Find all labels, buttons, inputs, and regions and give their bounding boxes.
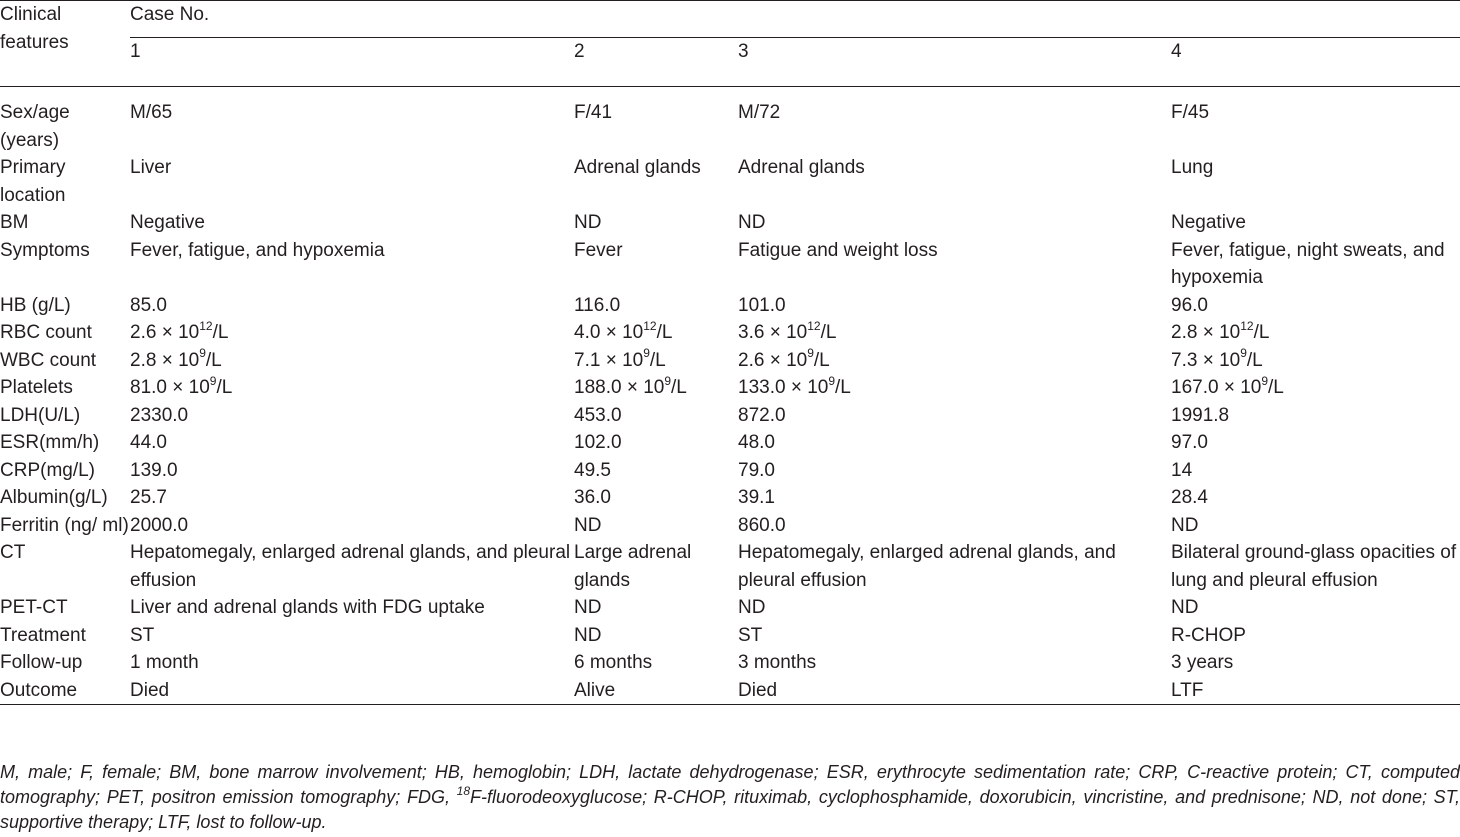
case-2-value: ND xyxy=(574,514,602,536)
value-unit: /L xyxy=(1268,377,1284,398)
table-row xyxy=(0,209,1460,237)
table-row xyxy=(0,87,1460,155)
value-unit: /L xyxy=(1246,349,1263,371)
row-feature-label: HB (g/L) xyxy=(0,294,71,316)
row-feature-label: Sex/age (years) xyxy=(0,102,70,151)
table-row xyxy=(0,512,1460,540)
value-base: 4.0 × 10 xyxy=(574,322,644,343)
case-3-value: 3 months xyxy=(738,652,817,673)
value-base: 2.8 × 10 xyxy=(130,349,200,371)
case-2-value: F/41 xyxy=(574,102,613,123)
value-exponent: 9 xyxy=(209,373,217,388)
value-exponent: 9 xyxy=(1240,346,1247,361)
value-base: 7.1 × 10 xyxy=(574,349,644,371)
value-base: 188.0 × 10 xyxy=(574,377,665,398)
case-4-value xyxy=(1171,319,1460,347)
case-2-value: ND xyxy=(574,597,602,618)
value-exponent: 9 xyxy=(199,346,206,361)
case-2-value: Fever xyxy=(574,239,623,261)
row-feature-label: LDH(U/L) xyxy=(0,404,81,426)
table-row xyxy=(0,594,1460,622)
case-number-4: 4 xyxy=(1171,41,1182,62)
case-4-value: 96.0 xyxy=(1171,294,1208,316)
case-3-value: 860.0 xyxy=(738,514,786,536)
case-4-value: ND xyxy=(1171,514,1199,536)
row-feature-label: ESR(mm/h) xyxy=(0,432,100,453)
case-1-value: Liver and adrenal glands with FDG uptake xyxy=(130,597,485,618)
row-feature-label: Symptoms xyxy=(0,239,90,261)
case-2-value: ND xyxy=(574,624,602,646)
case-4-value: Lung xyxy=(1171,157,1214,178)
case-4-value: R-CHOP xyxy=(1171,624,1246,646)
value-unit: /L xyxy=(813,349,830,371)
value-base: 133.0 × 10 xyxy=(738,377,829,398)
value-exponent: 12 xyxy=(1240,318,1254,333)
value-exponent: 9 xyxy=(1261,373,1269,388)
table-row xyxy=(0,374,1460,402)
case-4-value: LTF xyxy=(1171,679,1204,701)
case-1-value: Liver xyxy=(130,157,172,178)
value-unit: /L xyxy=(205,349,222,371)
row-feature-label: CT xyxy=(0,542,26,563)
case-1-value: 139.0 xyxy=(130,459,178,481)
table-body xyxy=(0,87,1460,705)
case-2-value xyxy=(574,347,738,375)
case-3-value xyxy=(738,347,1171,375)
case-1-value: 25.7 xyxy=(130,487,167,508)
row-feature-label: Primary location xyxy=(0,157,66,206)
table-row xyxy=(0,154,1460,209)
value-unit: /L xyxy=(835,377,851,398)
case-number-2: 2 xyxy=(574,41,585,62)
case-number-1: 1 xyxy=(130,41,141,62)
case-1-value: 2330.0 xyxy=(130,404,189,426)
case-3-value: ND xyxy=(738,597,766,618)
case-1-value: 2000.0 xyxy=(130,514,189,536)
value-unit: /L xyxy=(656,322,673,343)
table-row xyxy=(0,292,1460,320)
case-3-value: 79.0 xyxy=(738,459,775,481)
table-row xyxy=(0,429,1460,457)
row-feature-label: Outcome xyxy=(0,679,78,701)
case-3-value: Fatigue and weight loss xyxy=(738,239,938,261)
table-row xyxy=(0,677,1460,705)
case-3-value xyxy=(738,374,1171,402)
footnote-text-start: M, male; F, female; BM, bone marrow involvement; HB, hemoglobin; LDH, lactate dehydrogenase; ESR, erythrocyte sedimentation rate; CRP, C-reactive protein; CT, computed tomography; PET, positron emission tomography; FDG, xyxy=(0,762,1460,807)
table-header xyxy=(0,1,1460,87)
case-4-value: 28.4 xyxy=(1171,487,1208,508)
value-base: 2.6 × 10 xyxy=(738,349,808,371)
table-row xyxy=(0,402,1460,430)
case-1-value xyxy=(130,374,574,402)
value-unit: /L xyxy=(649,349,666,371)
row-feature-label: Treatment xyxy=(0,624,86,646)
value-unit: /L xyxy=(212,322,229,343)
case-3-value: Died xyxy=(738,679,778,701)
case-4-value: F/45 xyxy=(1171,102,1210,123)
case-2-value: Large adrenal glands xyxy=(574,542,692,591)
value-unit: /L xyxy=(1253,322,1270,343)
table-row xyxy=(0,237,1460,292)
value-exponent: 9 xyxy=(828,373,836,388)
case-1-value xyxy=(130,347,574,375)
case-1-value: Died xyxy=(130,679,170,701)
case-2-value: Alive xyxy=(574,679,616,701)
table-row xyxy=(0,539,1460,594)
row-feature-label: WBC count xyxy=(0,349,97,371)
case-4-value xyxy=(1171,347,1460,375)
footnote-superscript: 18 xyxy=(456,784,470,798)
value-unit: /L xyxy=(820,322,837,343)
case-1-value xyxy=(130,319,574,347)
value-exponent: 9 xyxy=(807,346,814,361)
case-2-value: 6 months xyxy=(574,652,653,673)
row-feature-label: Ferritin (ng/ ml) xyxy=(0,514,129,536)
row-feature-label: RBC count xyxy=(0,322,92,343)
table-row xyxy=(0,457,1460,485)
row-feature-label: PET-CT xyxy=(0,597,68,618)
row-feature-label: CRP(mg/L) xyxy=(0,459,96,481)
value-base: 167.0 × 10 xyxy=(1171,377,1262,398)
case-3-value: 48.0 xyxy=(738,432,775,453)
case-4-value: Fever, fatigue, night sweats, and hypoxemia xyxy=(1171,239,1445,288)
case-4-value: Bilateral ground-glass opacities of lung and pleural effusion xyxy=(1171,542,1457,591)
value-base: 81.0 × 10 xyxy=(130,377,210,398)
case-2-value: Adrenal glands xyxy=(574,157,701,178)
value-base: 2.6 × 10 xyxy=(130,322,200,343)
footnote-text-end: F-fluorodeoxyglucose; R-CHOP, rituximab, cyclophosphamide, doxorubicin, vincristine, and prednisone; ND, not done; ST, supportive therapy; LTF, lost to follow-up. xyxy=(0,787,1460,832)
table-row xyxy=(0,649,1460,677)
case-2-value: 453.0 xyxy=(574,404,622,426)
case-3-value: ND xyxy=(738,212,766,233)
case-3-value: 101.0 xyxy=(738,294,786,316)
case-4-value: 3 years xyxy=(1171,652,1234,673)
case-3-value: M/72 xyxy=(738,102,781,123)
case-4-value: 14 xyxy=(1171,459,1193,481)
value-base: 3.6 × 10 xyxy=(738,322,808,343)
table-row xyxy=(0,347,1460,375)
case-number-3: 3 xyxy=(738,41,749,62)
value-exponent: 12 xyxy=(199,318,213,333)
value-unit: /L xyxy=(671,377,687,398)
case-no-header: Case No. xyxy=(130,1,1460,38)
case-2-value: ND xyxy=(574,212,602,233)
row-feature-label: Follow-up xyxy=(0,652,83,673)
case-2-value: 36.0 xyxy=(574,487,611,508)
case-1-value: 85.0 xyxy=(130,294,167,316)
case-4-value: Negative xyxy=(1171,212,1246,233)
value-base: 7.3 × 10 xyxy=(1171,349,1241,371)
table-row xyxy=(0,484,1460,512)
case-2-value xyxy=(574,319,738,347)
value-exponent: 12 xyxy=(643,318,657,333)
case-1-value: 44.0 xyxy=(130,432,167,453)
case-1-value: Negative xyxy=(130,212,205,233)
case-1-value: ST xyxy=(130,624,155,646)
case-3-value: 872.0 xyxy=(738,404,786,426)
case-4-value: 97.0 xyxy=(1171,432,1208,453)
case-1-value: Fever, fatigue, and hypoxemia xyxy=(130,239,385,261)
clinical-features-header: Clinical features xyxy=(0,4,69,53)
case-2-value: 49.5 xyxy=(574,459,611,481)
case-3-value: ST xyxy=(738,624,763,646)
case-1-value: Hepatomegaly, enlarged adrenal glands, and pleural effusion xyxy=(130,542,571,591)
case-2-value: 102.0 xyxy=(574,432,622,453)
value-exponent: 9 xyxy=(643,346,650,361)
value-exponent: 12 xyxy=(807,318,821,333)
case-3-value: Hepatomegaly, enlarged adrenal glands, and pleural effusion xyxy=(738,542,1116,591)
case-3-value xyxy=(738,319,1171,347)
case-1-value: 1 month xyxy=(130,652,199,673)
value-base: 2.8 × 10 xyxy=(1171,322,1241,343)
table-row xyxy=(0,622,1460,650)
row-feature-label: BM xyxy=(0,212,29,233)
value-exponent: 9 xyxy=(664,373,672,388)
case-4-value: ND xyxy=(1171,597,1199,618)
case-3-value: Adrenal glands xyxy=(738,157,865,178)
case-1-value: M/65 xyxy=(130,102,173,123)
table-footnote xyxy=(0,760,1460,835)
value-unit: /L xyxy=(216,377,233,398)
case-4-value xyxy=(1171,374,1460,402)
case-2-value: 116.0 xyxy=(574,294,621,316)
case-3-value: 39.1 xyxy=(738,487,775,508)
table-row xyxy=(0,319,1460,347)
case-4-value: 1991.8 xyxy=(1171,404,1230,426)
row-feature-label: Platelets xyxy=(0,377,73,398)
case-2-value xyxy=(574,374,738,402)
row-feature-label: Albumin(g/L) xyxy=(0,487,108,508)
